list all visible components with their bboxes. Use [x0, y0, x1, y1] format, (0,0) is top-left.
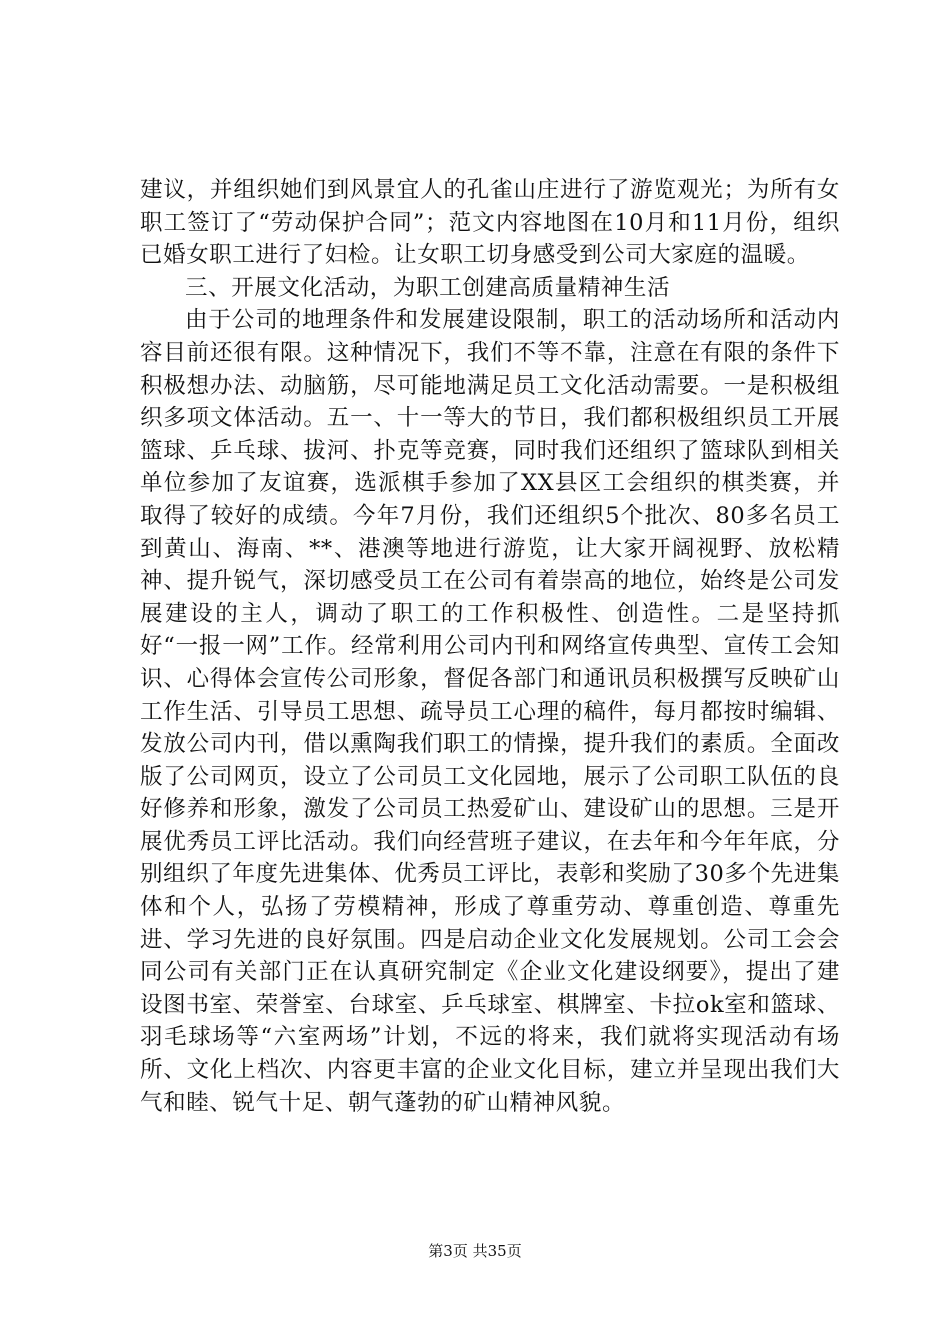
document-body	[140, 174, 840, 1119]
paragraph-body: 由于公司的地理条件和发展建设限制，职工的活动场所和活动内容目前还很有限。这种情况下，我们不等不靠，注意在有限的条件下积极想办法、动脑筋，尽可能地满足员工文化活动需要。一是积极组织多项文体活动。五一、十一等大的节日，我们都积极组织员工开展篮球、乒乓球、拔河、扑克等竞赛，同时我们还组织了篮球队到相关单位参加了友谊赛，选派棋手参加了XX县区工会组织的棋类赛，并取得了较好的成绩。今年7月份，我们还组织5个批次、80多名员工到黄山、海南、**、港澳等地进行游览，让大家开阔视野、放松精神、提升锐气，深切感受员工在公司有着崇高的地位，始终是公司发展建设的主人，调动了职工的工作积极性、创造性。二是坚持抓好“一报一网”工作。经常利用公司内刊和网络宣传典型、宣传工会知识、心得体会宣传公司形象，督促各部门和通讯员积极撰写反映矿山工作生活、引导员工思想、疏导员工心理的稿件，每月都按时编辑、发放公司内刊，借以熏陶我们职工的情操，提升我们的素质。全面改版了公司网页，设立了公司员工文化园地，展示了公司职工队伍的良好修养和形象，激发了公司员工热爱矿山、建设矿山的思想。三是开展优秀员工评比活动。我们向经营班子建议，在去年和今年年底，分别组织了年度先进集体、优秀员工评比，表彰和奖励了30多个先进集体和个人，弘扬了劳模精神，形成了尊重劳动、尊重创造、尊重先进、学习先进的良好氛围。四是启动企业文化发展规划。公司工会会同公司有关部门正在认真研究制定《企业文化建设纲要》，提出了建设图书室、荣誉室、台球室、乒乓球室、棋牌室、卡拉ok室和篮球、羽毛球场等“六室两场”计划，不远的将来，我们就将实现活动有场所、文化上档次、内容更丰富的企业文化目标，建立并呈现出我们大气和睦、锐气十足、朝气蓬勃的矿山精神风貌。	[140, 307, 840, 1116]
page-footer: 第3页 共35页	[428, 1242, 522, 1260]
section-heading: 三、开展文化活动，为职工创建高质量精神生活	[185, 274, 671, 301]
paragraph-continuation: 建议，并组织她们到风景宜人的孔雀山庄进行了游览观光；为所有女职工签订了“劳动保护合同”；范文内容地图在10月和11月份，组织已婚女职工进行了妇检。让女职工切身感受到公司大家庭的温暖。	[140, 177, 840, 269]
